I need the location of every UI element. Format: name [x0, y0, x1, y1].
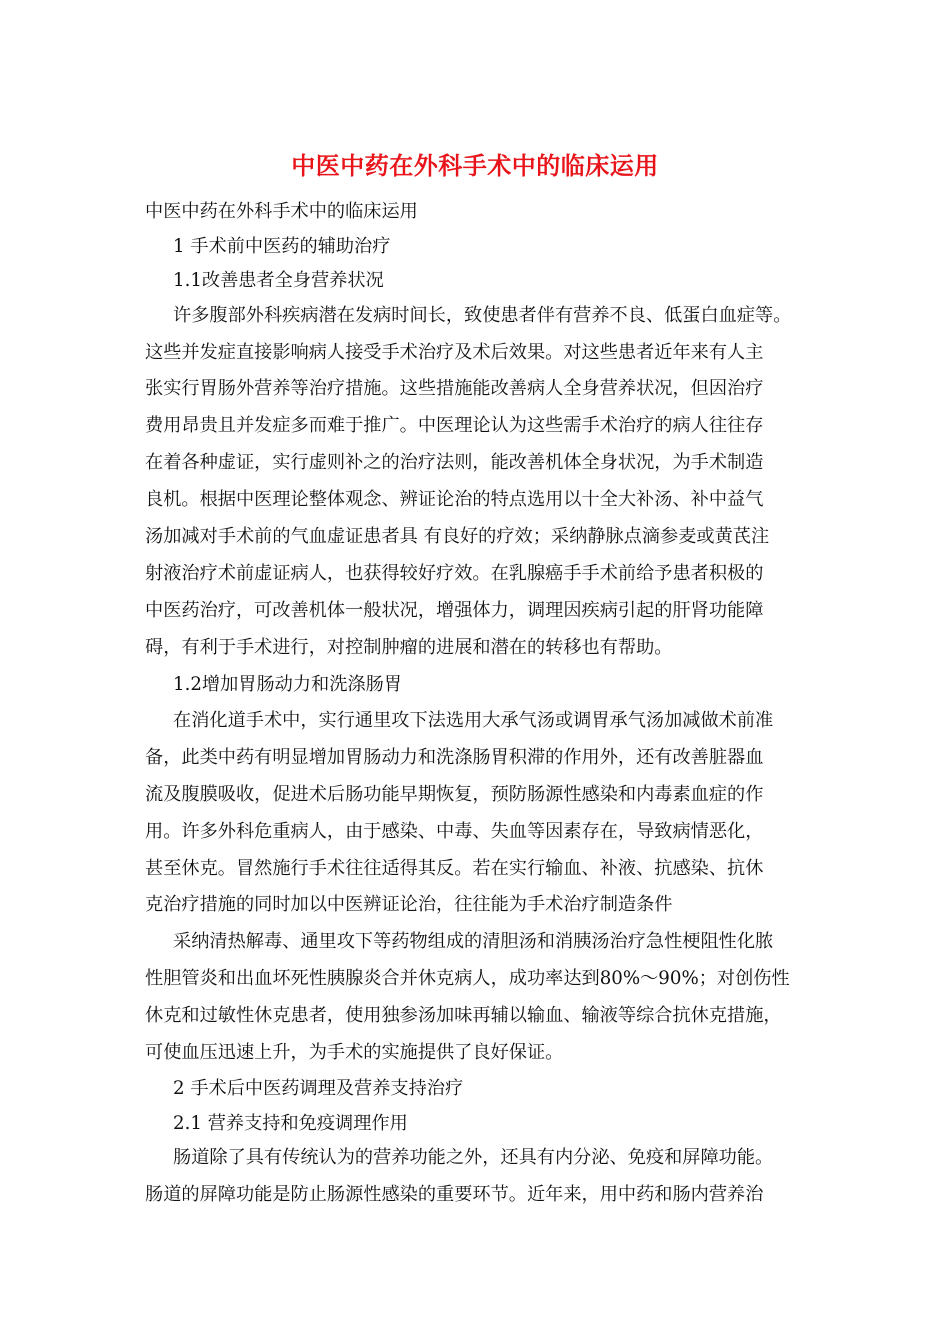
- paragraph-line: 这些并发症直接影响病人接受手术治疗及术后效果。对这些患者近年来有人主: [145, 342, 764, 363]
- paragraph-line: 在着各种虚证，实行虚则补之的治疗法则，能改善机体全身状况，为手术制造: [145, 452, 764, 473]
- paragraph-line: 射液治疗术前虚证病人，也获得较好疗效。在乳腺癌手手术前给予患者积极的: [145, 563, 764, 584]
- subsection-heading-1-2: 1.2增加胃肠动力和洗涤肠胃: [173, 674, 402, 695]
- paragraph-line: 碍，有利于手术进行，对控制肿瘤的进展和潜在的转移也有帮助。: [145, 637, 673, 658]
- paragraph-line: 费用昂贵且并发症多而难于推广。中医理论认为这些需手术治疗的病人往往存: [145, 415, 764, 436]
- document-title: 中医中药在外科手术中的临床运用: [291, 151, 659, 180]
- paragraph-line: 可使血压迅速上升，为手术的实施提供了良好保证。: [145, 1042, 564, 1063]
- paragraph-line: 良机。根据中医理论整体观念、辨证论治的特点选用以十全大补汤、补中益气: [145, 489, 764, 510]
- paragraph-line: 在消化道手术中，实行通里攻下法选用大承气汤或调胃承气汤加减做术前准: [173, 710, 774, 731]
- paragraph-line: 休克和过敏性休克患者，使用独参汤加味再辅以输血、输液等综合抗休克措施，: [145, 1005, 782, 1026]
- paragraph-line: 中医药治疗，可改善机体一般状况，增强体力，调理因疾病引起的肝肾功能障: [145, 600, 764, 621]
- paragraph-line: 甚至休克。冒然施行手术往往适得其反。若在实行输血、补液、抗感染、抗休: [145, 858, 764, 879]
- paragraph-line: 采纳清热解毒、通里攻下等药物组成的清胆汤和消胰汤治疗急性梗阻性化脓: [173, 931, 774, 952]
- paragraph-line: 流及腹膜吸收，促进术后肠功能早期恢复，预防肠源性感染和内毒素血症的作: [145, 784, 764, 805]
- paragraph-line: 克治疗措施的同时加以中医辨证论治，往往能为手术治疗制造条件: [145, 894, 673, 915]
- paragraph-line: 汤加减对手术前的气血虚证患者具 有良好的疗效；采纳静脉点滴参麦或黄芪注: [145, 526, 770, 547]
- subsection-heading-1-1: 1.1改善患者全身营养状况: [173, 270, 384, 291]
- paragraph-line: 性胆管炎和出血坏死性胰腺炎合并休克病人，成功率达到80%～90%；对创伤性: [145, 968, 790, 989]
- paragraph-line: 肠道的屏障功能是防止肠源性感染的重要环节。近年来，用中药和肠内营养治: [145, 1184, 764, 1205]
- paragraph-line: 张实行胃肠外营养等治疗措施。这些措施能改善病人全身营养状况，但因治疗: [145, 378, 764, 399]
- section-heading-1: 1 手术前中医药的辅助治疗: [173, 236, 391, 257]
- paragraph-line: 许多腹部外科疾病潜在发病时间长，致使患者伴有营养不良、低蛋白血症等。: [173, 305, 792, 326]
- paragraph-line: 用。许多外科危重病人，由于感染、中毒、失血等因素存在，导致病情恶化，: [145, 821, 764, 842]
- section-heading-2: 2 手术后中医药调理及营养支持治疗: [173, 1078, 464, 1099]
- subsection-heading-2-1: 2.1 营养支持和免疫调理作用: [173, 1113, 408, 1134]
- paragraph-line: 备，此类中药有明显增加胃肠动力和洗涤肠胃积滞的作用外，还有改善脏器血: [145, 747, 764, 768]
- paragraph-line: 肠道除了具有传统认为的营养功能之外，还具有内分泌、免疫和屏障功能。: [173, 1147, 774, 1168]
- subtitle-line: 中医中药在外科手术中的临床运用: [145, 201, 418, 222]
